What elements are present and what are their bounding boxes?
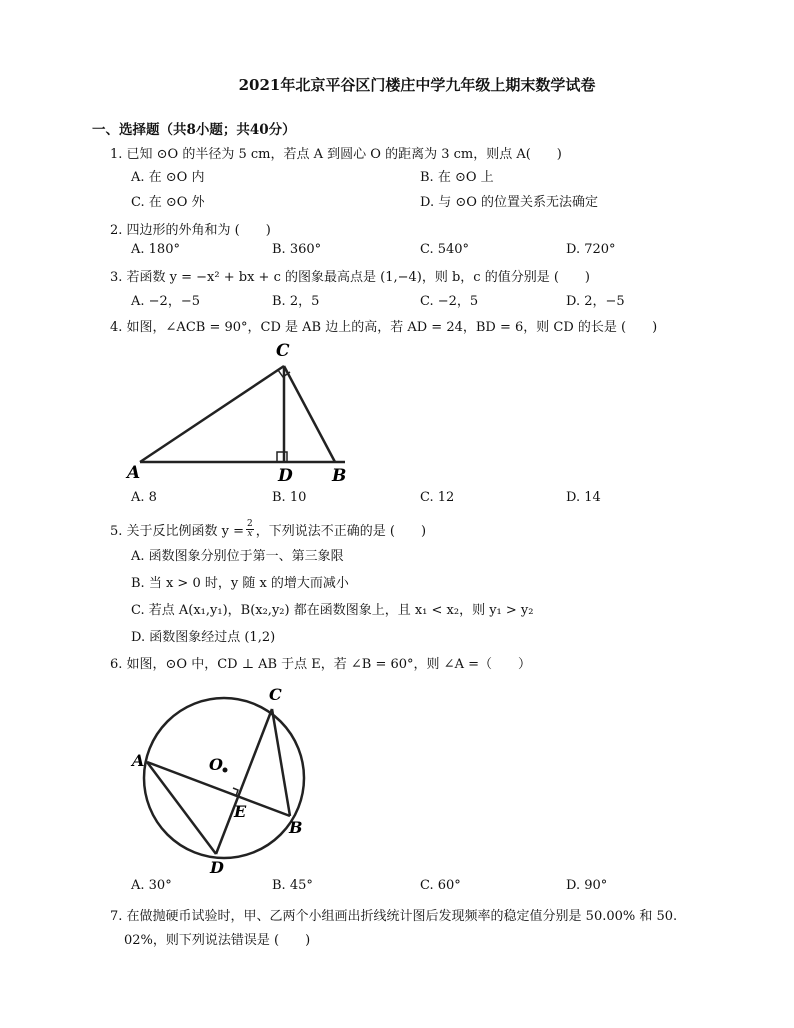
- q3-option-b: B. 2，5: [272, 294, 320, 309]
- label-a: A: [127, 463, 141, 483]
- q5-fraction: [246, 520, 254, 539]
- q5-option-c: C. 若点 A(x₁,y₁)，B(x₂,y₂) 都在函数图象上，且 x₁ < x₂，则 y₁ > y₂: [131, 603, 534, 618]
- q3-option-a: A. −2，−5: [131, 294, 200, 309]
- label-d: D: [278, 466, 293, 486]
- q1-option-c: C. 在 ⊙O 外: [131, 195, 205, 210]
- section-heading: 一、选择题（共8小题；共40分）: [92, 122, 296, 138]
- right-angle-mark-d: [277, 452, 287, 462]
- label-c: C: [276, 341, 290, 361]
- q4-option-d: D. 14: [566, 490, 601, 505]
- q5-stem: [110, 520, 426, 539]
- q1-option-a: A. 在 ⊙O 内: [131, 170, 205, 185]
- q2-option-d: D. 720°: [566, 242, 616, 257]
- label-d: D: [210, 858, 224, 877]
- q1-stem: 1. 已知 ⊙O 的半径为 5 cm，若点 A 到圆心 O 的距离为 3 cm，则点 A( ): [110, 147, 562, 162]
- q4-option-b: B. 10: [272, 490, 307, 505]
- q6-stem: 6. 如图，⊙O 中，CD ⊥ AB 于点 E，若 ∠B = 60°，则 ∠A =（ ）: [110, 657, 531, 672]
- right-angle-mark-e: [231, 788, 238, 796]
- q2-option-a: A. 180°: [131, 242, 180, 257]
- label-b: B: [289, 818, 303, 837]
- q6-option-d: D. 90°: [566, 878, 608, 893]
- label-b: B: [332, 466, 347, 486]
- segment-ac: [140, 366, 284, 462]
- q5-fraction-denominator: x: [247, 529, 253, 539]
- q3-stem: 3. 若函数 y = −x² + bx + c 的图象最高点是 (1,−4)，则 b，c 的值分别是 ( ): [110, 270, 590, 285]
- chord-cb: [272, 709, 290, 816]
- label-e: E: [234, 802, 247, 821]
- q4-option-a: A. 8: [131, 490, 157, 505]
- q2-option-c: C. 540°: [420, 242, 470, 257]
- segment-bc: [284, 366, 335, 462]
- q4-stem: 4. 如图，∠ACB = 90°，CD 是 AB 边上的高，若 AD = 24，BD = 6，则 CD 的长是 ( ): [110, 320, 658, 335]
- q1-option-b: B. 在 ⊙O 上: [420, 170, 494, 185]
- q3-option-c: C. −2，5: [420, 294, 479, 309]
- q3-option-d: D. 2，−5: [566, 294, 625, 309]
- q4-triangle-figure: [120, 336, 360, 486]
- q6-option-a: A. 30°: [131, 878, 172, 893]
- q5-fraction-numerator: 2: [247, 519, 253, 529]
- q6-option-b: B. 45°: [272, 878, 313, 893]
- q6-option-c: C. 60°: [420, 878, 461, 893]
- q7-stem-line2: 02%，则下列说法错误是 ( ): [124, 933, 311, 948]
- q7-stem-line1: 7. 在做抛硬币试验时，甲、乙两个小组画出折线统计图后发现频率的稳定值分别是 50.00% 和 50.: [110, 909, 678, 924]
- q5-option-d: D. 函数图象经过点 (1,2): [131, 630, 276, 645]
- q5-option-b: B. 当 x > 0 时，y 随 x 的增大而减小: [131, 576, 349, 591]
- page-title: 2021年北京平谷区门楼庄中学九年级上期末数学试卷: [238, 76, 596, 94]
- center-point-o: [223, 768, 228, 773]
- q1-option-d: D. 与 ⊙O 的位置关系无法确定: [420, 195, 599, 210]
- chord-cd: [216, 709, 272, 854]
- q4-option-c: C. 12: [420, 490, 455, 505]
- q6-circle-figure: [128, 678, 328, 878]
- q5-stem-post: ，下列说法不正确的是 ( ): [255, 524, 427, 539]
- q2-stem: 2. 四边形的外角和为 ( ): [110, 223, 271, 238]
- q2-option-b: B. 360°: [272, 242, 322, 257]
- label-a: A: [132, 751, 145, 770]
- label-o: O: [209, 755, 223, 774]
- label-c: C: [269, 685, 282, 704]
- q5-stem-pre: 5. 关于反比例函数 y =: [110, 524, 245, 539]
- q5-option-a: A. 函数图象分别位于第一、第三象限: [131, 549, 344, 564]
